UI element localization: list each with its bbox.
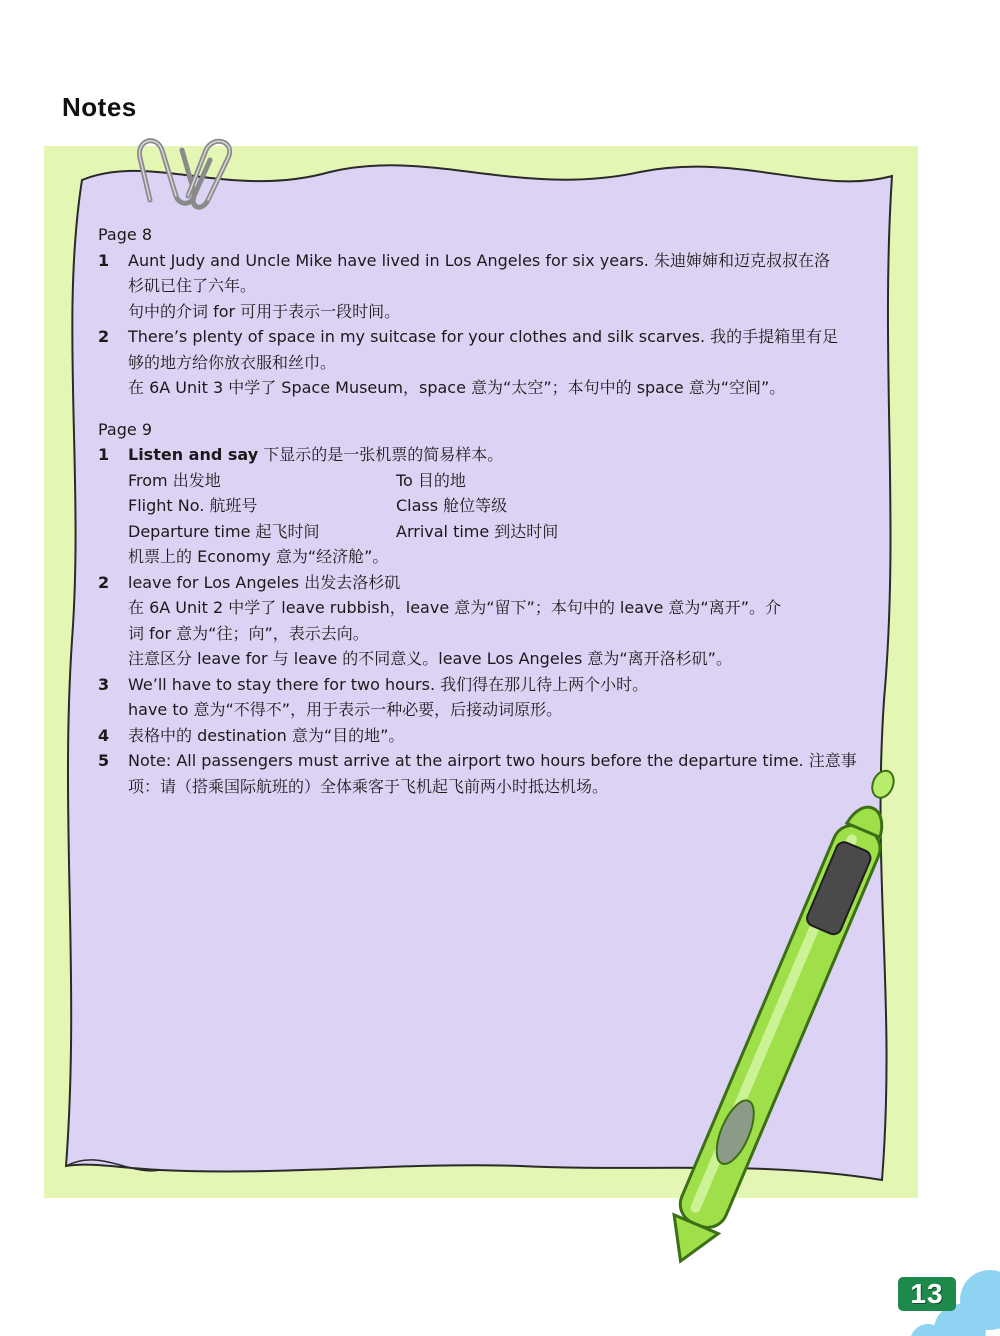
- item-number: 3: [98, 674, 110, 694]
- note-line: [128, 442, 878, 468]
- note-line: We’ll have to stay there for two hours. 我们得在那儿待上两个小时。: [128, 674, 649, 694]
- note-line: 注意区分 leave for 与 leave 的不同意义。leave Los Angeles 意为“离开洛杉矶”。: [128, 649, 732, 668]
- item-number: 1: [98, 445, 110, 464]
- item-number: 5: [98, 751, 110, 770]
- note-line: 表格中的 destination 意为“目的地”。: [128, 725, 405, 745]
- note-line: have to 意为“不得不”，用于表示一种必要，后接动词原形。: [128, 700, 563, 719]
- note-line: leave for Los Angeles 出发去洛杉矶: [128, 572, 401, 592]
- note-item: [98, 248, 878, 325]
- note-line: 机票上的 Economy 意为“经济舱”。: [128, 547, 389, 566]
- ticket-term: Flight No. 航班号: [128, 496, 258, 515]
- note-line: 在 6A Unit 3 中学了 Space Museum，space 意为“太空”；本句中的 space 意为“空间”。: [128, 378, 786, 397]
- note-line: 在 6A Unit 2 中学了 leave rubbish，leave 意为“留下”；本句中的 leave 意为“离开”。介: [128, 598, 781, 617]
- note-item: [98, 442, 878, 570]
- activity-desc: 下显示的是一张机票的简易样本。: [258, 445, 504, 464]
- note-item: [98, 570, 878, 672]
- ticket-term: Departure time 起飞时间: [128, 521, 320, 541]
- note-line: 够的地方给你放衣服和丝巾。: [128, 352, 337, 372]
- item-number: 2: [98, 572, 110, 592]
- ticket-term: From 出发地: [128, 470, 221, 490]
- ticket-terms: [128, 468, 878, 545]
- ticket-term: Class 舱位等级: [396, 496, 508, 515]
- note-item: [98, 723, 878, 749]
- item-number: 1: [98, 250, 110, 270]
- ticket-term: To 目的地: [396, 470, 466, 490]
- page-label: Page 9: [98, 419, 152, 439]
- item-number: 4: [98, 725, 110, 745]
- note-line: 句中的介词 for 可用于表示一段时间。: [128, 301, 401, 321]
- page-number: 13: [898, 1277, 956, 1311]
- note-line: 杉矶已住了六年。: [128, 276, 257, 295]
- page-title: Notes: [62, 92, 137, 122]
- note-item: [98, 748, 878, 799]
- note-line: 词 for 意为“往；向”，表示去向。: [128, 623, 369, 643]
- note-line: 项：请（搭乘国际航班的）全体乘客于飞机起飞前两小时抵达机场。: [128, 776, 609, 796]
- notes-content: [98, 222, 878, 799]
- note-line: Aunt Judy and Uncle Mike have lived in Los Angeles for six years. 朱迪婶婶和迈克叔叔在洛: [128, 250, 830, 270]
- note-item: [98, 324, 878, 401]
- note-line: Note: All passengers must arrive at the airport two hours before the departure time. 注意事: [128, 751, 857, 770]
- item-number: 2: [98, 327, 110, 346]
- note-line: There’s plenty of space in my suitcase for your clothes and silk scarves. 我的手提箱里有足: [128, 327, 839, 346]
- ticket-term: Arrival time 到达时间: [396, 521, 559, 541]
- activity-title: Listen and say: [128, 445, 259, 464]
- note-item: [98, 672, 878, 723]
- page-label: Page 8: [98, 225, 152, 244]
